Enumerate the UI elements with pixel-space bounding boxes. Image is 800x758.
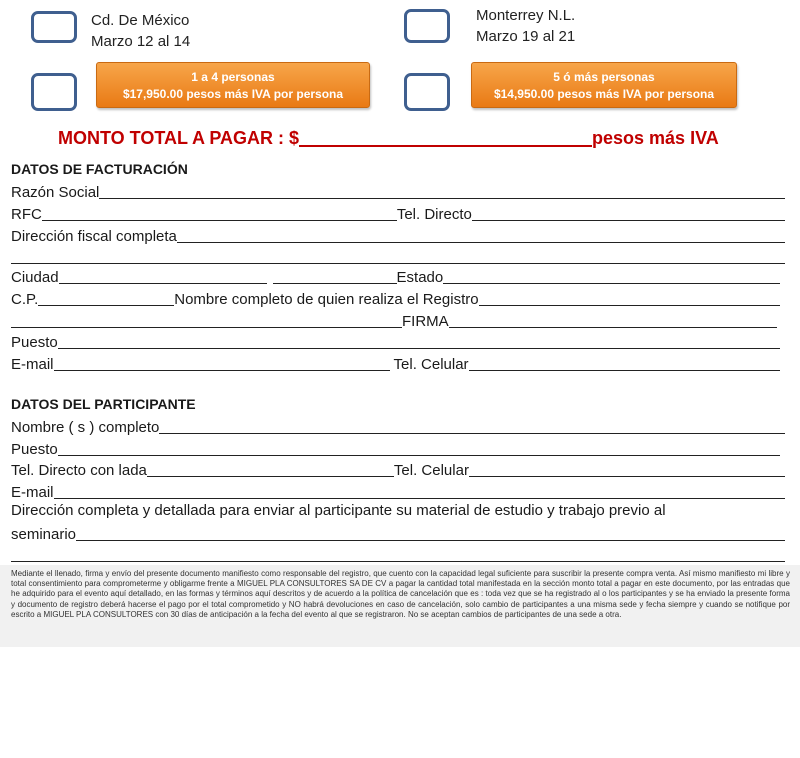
firma-field-2[interactable] bbox=[449, 311, 777, 328]
price-2-option[interactable] bbox=[471, 62, 737, 108]
participant-nombre-label: Nombre ( s ) completo bbox=[11, 419, 160, 436]
billing-email-label: E-mail bbox=[11, 356, 54, 373]
direccion-fiscal-field[interactable] bbox=[177, 226, 785, 243]
firma-row bbox=[11, 310, 785, 330]
nombre-registro-field[interactable] bbox=[479, 289, 780, 306]
mty-dates: Marzo 19 al 21 bbox=[476, 28, 576, 45]
cdmx-checkbox[interactable] bbox=[31, 11, 77, 43]
billing-puesto-label: Puesto bbox=[11, 334, 58, 351]
participant-direccion-row bbox=[11, 523, 785, 543]
rfc-row bbox=[11, 203, 785, 223]
rfc-field[interactable] bbox=[42, 204, 397, 221]
direccion-fiscal-row bbox=[11, 225, 785, 245]
participant-puesto-field[interactable] bbox=[58, 439, 780, 456]
billing-puesto-field[interactable] bbox=[58, 332, 780, 349]
total-suffix: pesos más IVA bbox=[592, 128, 719, 148]
participant-direccion-field[interactable] bbox=[76, 524, 785, 541]
price-2-label: 5 ó más personas bbox=[553, 70, 655, 84]
direccion-fiscal-label: Dirección fiscal completa bbox=[11, 228, 177, 245]
cp-label: C.P. bbox=[11, 291, 39, 308]
cp-field[interactable] bbox=[38, 289, 174, 306]
price-1-checkbox[interactable] bbox=[31, 73, 77, 111]
ciudad-label: Ciudad bbox=[11, 269, 59, 286]
price-2-checkbox[interactable] bbox=[404, 73, 450, 111]
razon-social-row bbox=[11, 181, 785, 201]
participant-email-row bbox=[11, 481, 785, 501]
participant-direccion-label: Dirección completa y detallada para enviar al participante su material de estudio y trabajo previo al bbox=[11, 502, 666, 519]
participant-puesto-label: Puesto bbox=[11, 441, 58, 458]
estado-label: Estado bbox=[396, 269, 444, 286]
participant-nombre-field[interactable] bbox=[159, 417, 785, 434]
participant-email-label: E-mail bbox=[11, 484, 54, 501]
ciudad-field-2[interactable] bbox=[273, 267, 397, 284]
price-1-option[interactable] bbox=[96, 62, 370, 108]
direccion-fiscal-line-2[interactable] bbox=[11, 263, 785, 264]
billing-email-field[interactable] bbox=[54, 354, 390, 371]
billing-email-row bbox=[11, 353, 785, 373]
participant-puesto-row bbox=[11, 438, 785, 458]
cp-row bbox=[11, 288, 785, 308]
cdmx-option bbox=[91, 11, 190, 52]
firma-field[interactable] bbox=[11, 311, 402, 328]
billing-tel-directo-label: Tel. Directo bbox=[396, 206, 472, 223]
firma-label: FIRMA bbox=[402, 313, 449, 330]
price-1-label: 1 a 4 personas bbox=[191, 70, 275, 84]
mty-city: Monterrey N.L. bbox=[476, 7, 576, 24]
total-input-line[interactable] bbox=[299, 127, 592, 147]
billing-title: DATOS DE FACTURACIÓN bbox=[11, 161, 188, 177]
total-amount-field bbox=[58, 127, 758, 149]
billing-tel-celular-field[interactable] bbox=[469, 354, 780, 371]
rfc-label: RFC bbox=[11, 206, 42, 223]
razon-social-field[interactable] bbox=[99, 182, 785, 199]
total-label: MONTO TOTAL A PAGAR : $ bbox=[58, 128, 300, 148]
participant-tel-row bbox=[11, 459, 785, 479]
estado-field[interactable] bbox=[443, 267, 780, 284]
cdmx-dates: Marzo 12 al 14 bbox=[91, 33, 191, 50]
mty-option bbox=[476, 6, 575, 47]
participant-tel-directo-label: Tel. Directo con lada bbox=[11, 462, 147, 479]
price-2-amount: $14,950.00 pesos más IVA por persona bbox=[493, 87, 715, 101]
ciudad-field[interactable] bbox=[59, 267, 267, 284]
participant-direccion-label-2: seminario bbox=[11, 526, 77, 543]
participant-tel-celular-field[interactable] bbox=[469, 460, 785, 477]
nombre-registro-label: Nombre completo de quien realiza el Registro bbox=[174, 291, 479, 308]
mty-checkbox[interactable] bbox=[404, 9, 450, 43]
billing-tel-celular-label: Tel. Celular bbox=[393, 356, 469, 373]
participant-tel-directo-field[interactable] bbox=[147, 460, 394, 477]
ciudad-row bbox=[11, 266, 785, 286]
razon-social-label: Razón Social bbox=[11, 184, 100, 201]
participant-email-field[interactable] bbox=[54, 482, 785, 499]
participant-tel-celular-label: Tel. Celular bbox=[393, 462, 469, 479]
cdmx-city: Cd. De México bbox=[91, 12, 190, 29]
participant-direccion-line-2[interactable] bbox=[11, 561, 785, 562]
participant-title: DATOS DEL PARTICIPANTE bbox=[11, 396, 196, 412]
price-1-amount: $17,950.00 pesos más IVA por persona bbox=[122, 87, 344, 101]
billing-puesto-row bbox=[11, 331, 785, 351]
billing-tel-directo-field[interactable] bbox=[472, 204, 785, 221]
participant-nombre-row bbox=[11, 416, 785, 436]
legal-disclaimer: Mediante el llenado, firma y envío del presente documento manifiesto como responsable del registro, que cuento con la capacidad legal suficiente para suscribir la presente compra venta. Así mismo manifiesto mi libre y total consentimiento para comprometerme y obligarme frente a MIGUEL PLA CONSULTORES SA DE CV a pagar la cantidad total manifestada en la sección monto total a pagar en este documento, por las entradas que he adquirido para el evento aquí detallado, en las formas y términos aquí descritos y de acuerdo a la política de cancelación que es : toda vez que se ha registrado al o los participantes y se ha enviado la presente forma y documento de registro deberá hacerse el pago por el total comprometido y NO habrá devoluciones en caso de cancelación, solo cambio de participantes a una misma sede y fecha siempre y cuando se notifique por escrito a MIGUEL PLA CONSULTORES con 30 días de anticipación a la fecha del evento al que se registraron. No se aceptan cambios de participantes de una sede a otra. bbox=[0, 565, 800, 647]
